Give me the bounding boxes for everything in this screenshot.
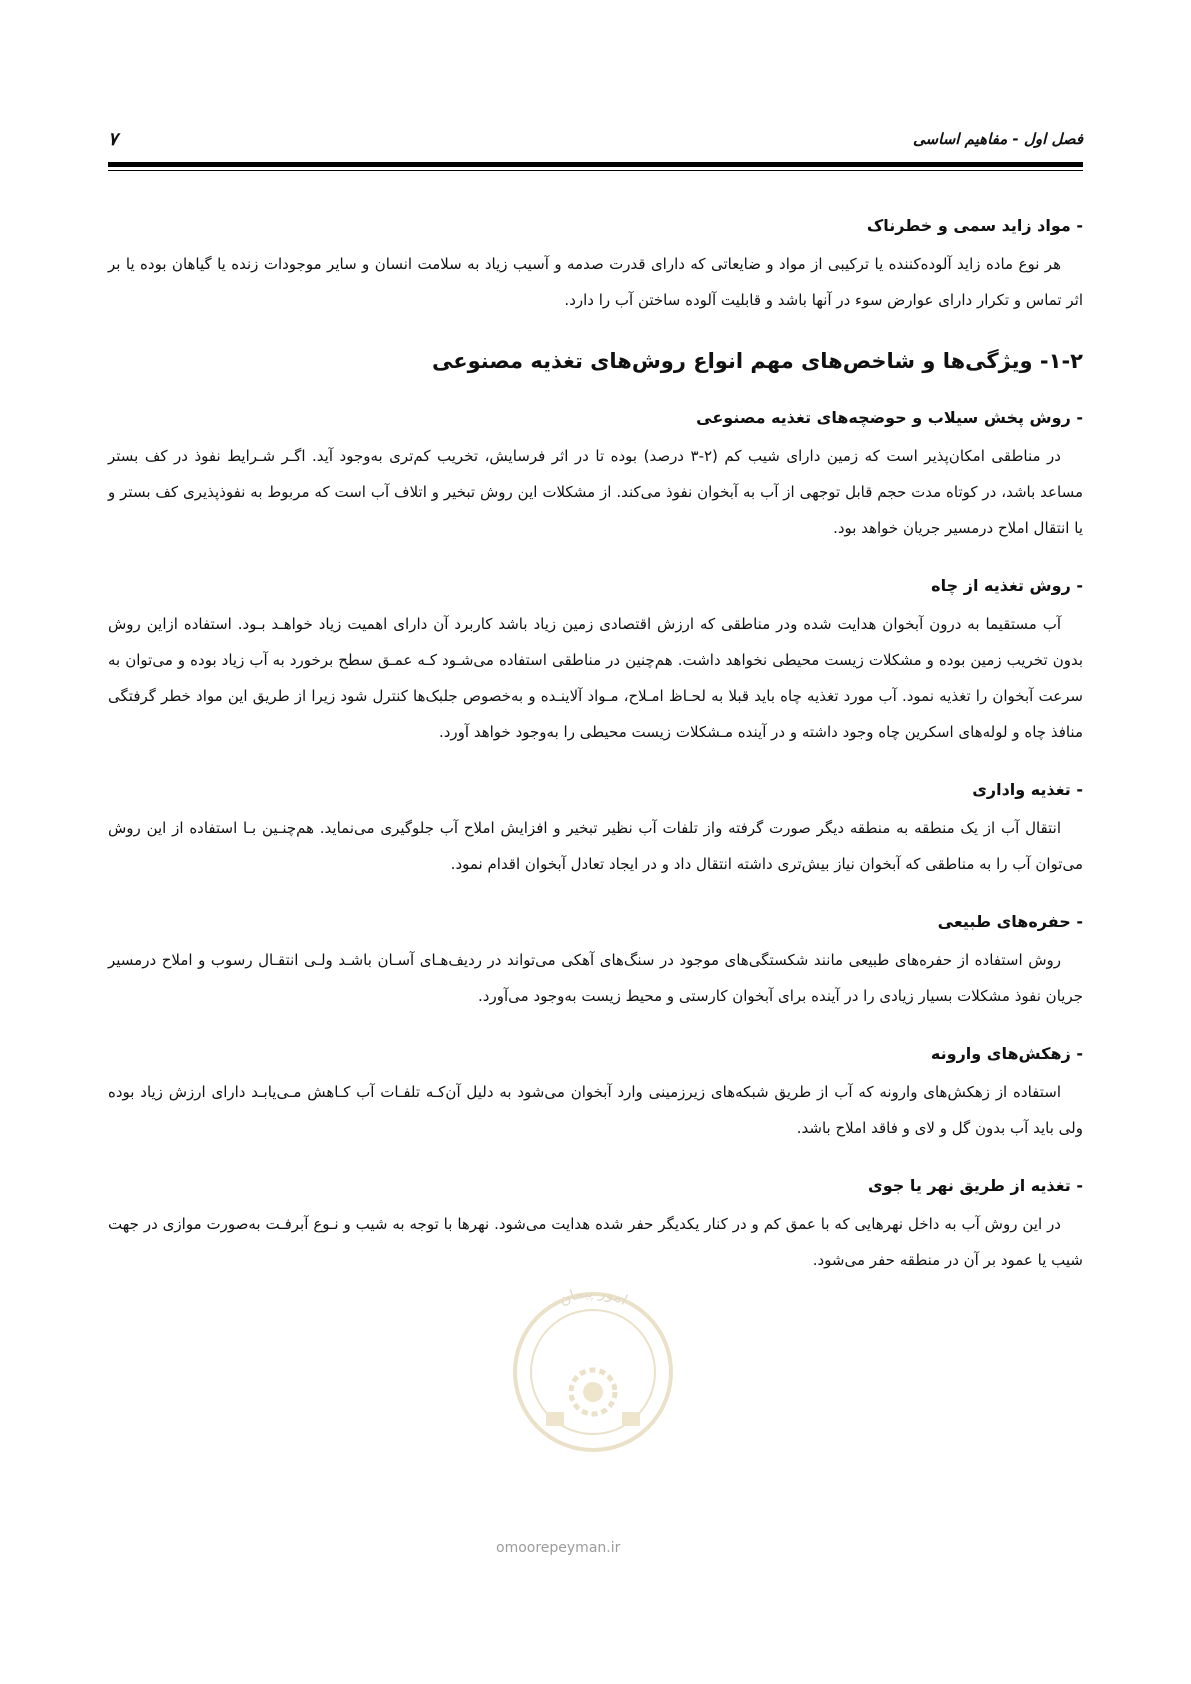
toxic-waste-paragraph: هر نوع ماده زاید آلوده‌کننده یا ترکیبی از مواد و ضایعاتی که دارای قدرت صدمه و آسیب زیاد به سلامت انسان و سایر موجودات زنده یا گیاهان بوده یا بر اثر تماس و تکرار دارای عوارض سوء در آنها باشد و قابلیت آلوده ساختن آب را دارد.: [108, 255, 1083, 309]
subsection-natural-cavities: [108, 910, 1083, 1014]
page-number: ۷: [108, 128, 118, 150]
subsection-reverse-drains: [108, 1042, 1083, 1146]
header-rule-thin: [108, 170, 1083, 171]
subsection-paragraph: آب مستقیما به درون آبخوان هدایت شده ودر مناطقی که ارزش اقتصادی زمین زیاد باشد کاربرد آن دارای اهمیت زیاد خواهـد بـود. استفاده ازاین روش بدون تخریب زمین بوده و مشکلات زیست محیطی نخواهد داشت. هم‌چنین در مناطقی استفاده می‌شـود کـه عمـق سطح برخورد به آب زیاد بوده و می‌توان به سرعت آبخوان را تغذیه نمود. آب مورد تغذیه چاه باید قبلا به لحـاظ امـلاح، مـواد آلاینـده و به‌خصوص جلبک‌ها کنترل شود زیرا از طریق این مواد خطر گرفتگی منافذ چاه و لوله‌های اسکرین چاه وجود داشته و در آینده مـشکلات زیست محیطی را به‌وجود خواهد آورد.: [108, 615, 1083, 741]
watermark-site: omoorepeyman.ir: [496, 1540, 621, 1556]
subsection-well-recharge: [108, 574, 1083, 750]
intro-block: [108, 214, 1083, 318]
chapter-title: فصل اول - مفاهیم اساسی: [913, 130, 1083, 148]
header-rule-thick: [108, 162, 1083, 167]
subsection-induced-recharge: [108, 778, 1083, 882]
subsection-heading: - تغذیه از طریق نهر یا جوی: [868, 1176, 1083, 1195]
subsection-heading: - روش پخش سیلاب و حوضچه‌های تغذیه مصنوعی: [696, 408, 1083, 427]
subsection-heading: - زهکش‌های وارونه: [930, 1044, 1083, 1063]
page-content: [108, 214, 1083, 1306]
subsection-paragraph: انتقال آب از یک منطقه به منطقه دیگر صورت گرفته واز تلفات آب نظیر تبخیر و افزایش املاح آب جلوگیری می‌نماید. هم‌چنـین بـا استفاده از این روش می‌توان آب را به مناطقی که آبخوان نیاز بیش‌تری داشته انتقال داد و در ایجاد تعادل آبخوان اقدام نمود.: [108, 819, 1083, 873]
toxic-waste-heading: - مواد زاید سمی و خطرناک: [866, 216, 1083, 235]
subsection-paragraph: روش استفاده از حفره‌های طبیعی مانند شکستگی‌های موجود در سنگ‌های آهکی می‌تواند در ردیف‌هـای آسـان باشـد ولـی انتقـال رسوب و املاح درمسیر جریان نفوذ مشکلات بسیار زیادی را در آینده برای آبخوان کارستی و محیط زیست به‌وجود می‌آورد.: [108, 951, 1083, 1005]
subsection-channel-recharge: [108, 1174, 1083, 1278]
subsection-heading: - تغذیه واداری: [972, 780, 1083, 799]
subsection-paragraph: در این روش آب به داخل نهرهایی که با عمق کم و در کنار یکدیگر حفر شده هدایت می‌شود. نهرها با توجه به شیب و نـوع آبرفـت به‌صورت موازی در جهت شیب یا عمود بر آن در منطقه حفر می‌شود.: [108, 1215, 1083, 1269]
section-title: ۱-۲- ویژگی‌ها و شاخص‌های مهم انواع روش‌های تغذیه مصنوعی: [432, 349, 1083, 373]
subsection-heading: - روش تغذیه از چاه: [931, 576, 1083, 595]
subsection-flood-spreading: [108, 406, 1083, 546]
subsection-paragraph: استفاده از زهکش‌های وارونه که آب از طریق شبکه‌های زیرزمینی وارد آبخوان می‌شود به دلیل آن‌کـه تلفـات آب کـاهش مـی‌یابـد دارای ارزش زیاد بوده ولی باید آب بدون گل و لای و فاقد املاح باشد.: [108, 1083, 1083, 1137]
page-header: [108, 124, 1083, 154]
watermark-seal-text: امور پیمان: [555, 1282, 631, 1310]
subsection-heading: - حفره‌های طبیعی: [937, 912, 1083, 931]
subsection-paragraph: در مناطقی امکان‌پذیر است که زمین دارای شیب کم (۲-۳ درصد) بوده تا در اثر فرسایش، تخریب کم‌تری به‌وجود آید. اگـر شـرایط نفوذ در کف بستر مساعد باشد، در کوتاه مدت حجم قابل توجهی از آب به آبخوان نفوذ می‌کند. از مشکلات این روش تبخیر و اتلاف آب است که مربوط به نفوذپذیری کف بستر و یا انتقال املاح درمسیر جریان خواهد بود.: [108, 447, 1083, 537]
